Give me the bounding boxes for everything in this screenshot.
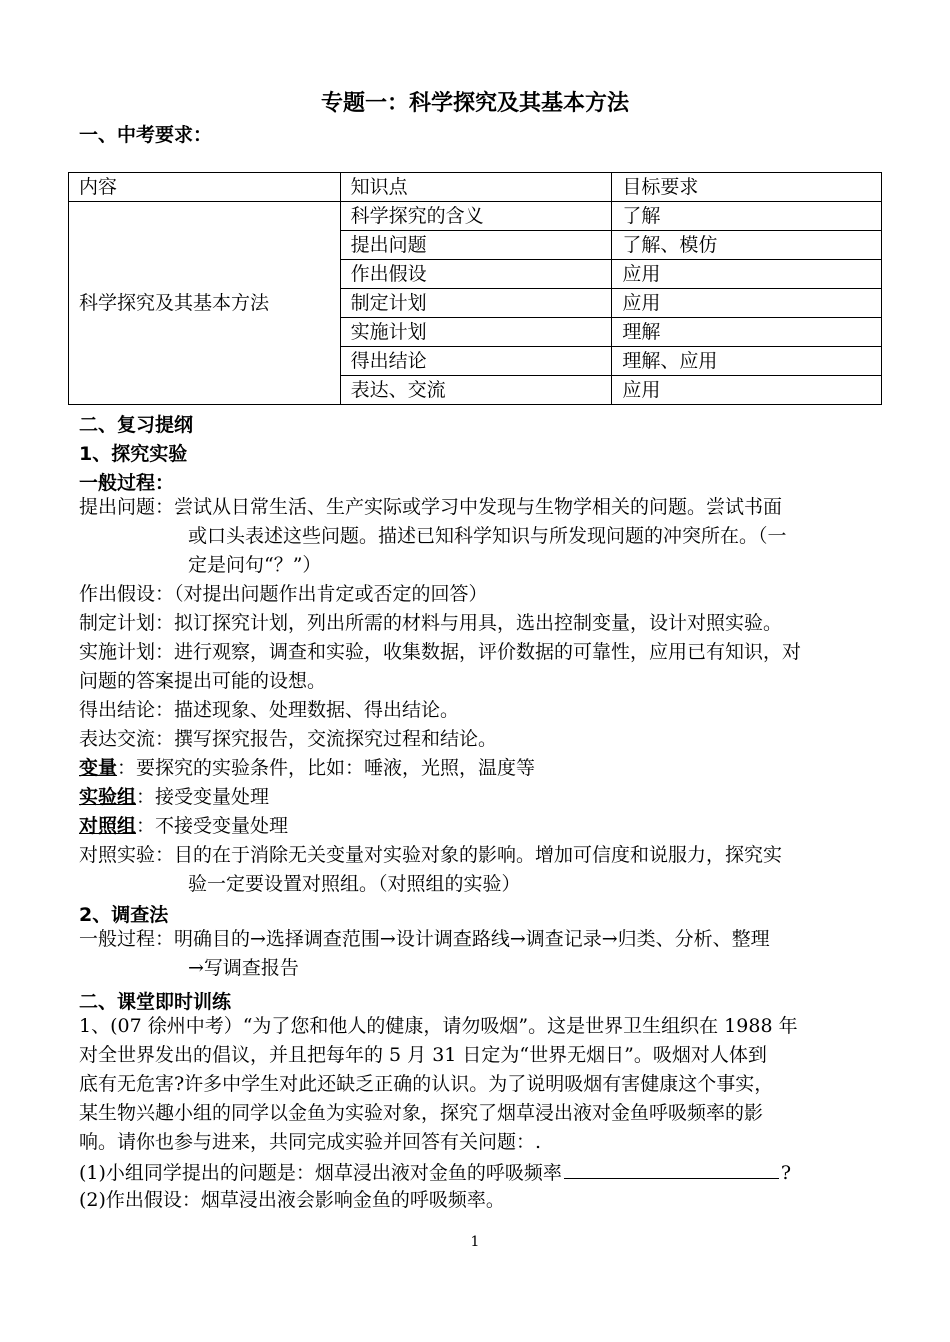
variable-definition xyxy=(79,754,535,783)
ask-question-line: 或口头表述这些问题。描述已知科学知识与所发现问题的冲突所在。（一 xyxy=(188,525,787,547)
table-cell-point: 得出结论 xyxy=(340,347,612,376)
express-line: 表达交流：撰写探究报告，交流探究过程和结论。 xyxy=(79,728,498,750)
question-text-line: 1、(07 徐州中考）“为了您和他人的健康，请勿吸烟”。这是世界卫生组织在 1988 年 xyxy=(79,1015,798,1037)
table-header-row xyxy=(69,173,882,202)
question-sub1-end: ? xyxy=(780,1162,792,1184)
variable-term: 变量 xyxy=(79,757,118,779)
table-header-cell: 内容 xyxy=(69,173,341,202)
question-sub2: (2)作出假设：烟草浸出液会影响金鱼的呼吸频率。 xyxy=(79,1189,505,1211)
section-heading-requirements: 一、中考要求： xyxy=(79,124,213,146)
experimental-group-term: 实验组 xyxy=(79,786,137,808)
question-sub1 xyxy=(79,1157,791,1188)
control-group-term: 对照组 xyxy=(79,815,137,837)
table-content-cell: 科学探究及其基本方法 xyxy=(69,202,341,405)
table-header-cell: 目标要求 xyxy=(612,173,882,202)
question-text-line: 某生物兴趣小组的同学以金鱼为实验对象，探究了烟草浸出液对金鱼呼吸频率的影 xyxy=(79,1102,764,1124)
table-cell-goal: 理解 xyxy=(612,318,882,347)
control-group-definition xyxy=(79,812,288,841)
controlled-experiment-line: 验一定要设置对照组。（对照组的实验） xyxy=(188,873,521,895)
plan-line: 制定计划：拟订探究计划，列出所需的材料与用具，选出控制变量，设计对照实验。 xyxy=(79,612,783,634)
table-cell-goal: 理解、应用 xyxy=(612,347,882,376)
table-cell-goal: 应用 xyxy=(612,289,882,318)
question-sub1-text: (1)小组同学提出的问题是：烟草浸出液对金鱼的呼吸频率 xyxy=(79,1162,562,1184)
variable-text: ：要探究的实验条件，比如：唾液，光照，温度等 xyxy=(117,757,536,779)
table-cell-goal: 应用 xyxy=(612,376,882,405)
question-text-line: 底有无危害?许多中学生对此还缺乏正确的认识。为了说明吸烟有害健康这个事实， xyxy=(79,1073,774,1095)
survey-process-line: 一般过程：明确目的→选择调查范围→设计调查路线→调查记录→归类、分析、整理 xyxy=(79,928,770,950)
section-heading-outline: 二、复习提纲 xyxy=(79,414,194,436)
conclusion-line: 得出结论：描述现象、处理数据、得出结论。 xyxy=(79,699,460,721)
hypothesis-line: 作出假设：（对提出问题作出肯定或否定的回答） xyxy=(79,583,488,605)
question-text-line: 对全世界发出的倡议，并且把每年的 5 月 31 日定为“世界无烟日”。吸烟对人体到 xyxy=(79,1044,767,1066)
table-cell-point: 制定计划 xyxy=(340,289,612,318)
question-text-line: 响。请你也参与进来，共同完成实验并回答有关问题：. xyxy=(79,1131,542,1153)
table-cell-point: 作出假设 xyxy=(340,260,612,289)
general-process-heading: 一般过程： xyxy=(79,472,175,494)
ask-question-line: 定是问句“？”） xyxy=(188,554,322,576)
table-cell-point: 实施计划 xyxy=(340,318,612,347)
table-header-cell: 知识点 xyxy=(340,173,612,202)
experimental-group-text: ：接受变量处理 xyxy=(136,786,270,808)
table-row xyxy=(69,202,882,231)
table-cell-point: 表达、交流 xyxy=(340,376,612,405)
answer-blank[interactable] xyxy=(564,1157,779,1179)
requirements-table xyxy=(68,172,882,405)
table-cell-point: 科学探究的含义 xyxy=(340,202,612,231)
implement-line: 实施计划：进行观察，调查和实验，收集数据，评价数据的可靠性，应用已有知识，对 xyxy=(79,641,802,663)
table-cell-goal: 了解 xyxy=(612,202,882,231)
subsection-heading-survey: 2、调查法 xyxy=(79,904,169,926)
subsection-heading-experiment: 1、探究实验 xyxy=(79,443,188,465)
page-title: 专题一：科学探究及其基本方法 xyxy=(320,91,629,116)
implement-line: 问题的答案提出可能的设想。 xyxy=(79,670,327,692)
ask-question-line: 提出问题：尝试从日常生活、生产实际或学习中发现与生物学相关的问题。尝试书面 xyxy=(79,496,783,518)
table-cell-point: 提出问题 xyxy=(340,231,612,260)
page-number: 1 xyxy=(470,1234,480,1250)
controlled-experiment-line: 对照实验：目的在于消除无关变量对实验对象的影响。增加可信度和说服力，探究实 xyxy=(79,844,783,866)
section-heading-training: 二、课堂即时训练 xyxy=(79,991,232,1013)
control-group-text: ：不接受变量处理 xyxy=(136,815,289,837)
table-cell-goal: 了解、模仿 xyxy=(612,231,882,260)
survey-process-line: →写调查报告 xyxy=(188,957,299,979)
experimental-group-definition xyxy=(79,783,269,812)
table-cell-goal: 应用 xyxy=(612,260,882,289)
